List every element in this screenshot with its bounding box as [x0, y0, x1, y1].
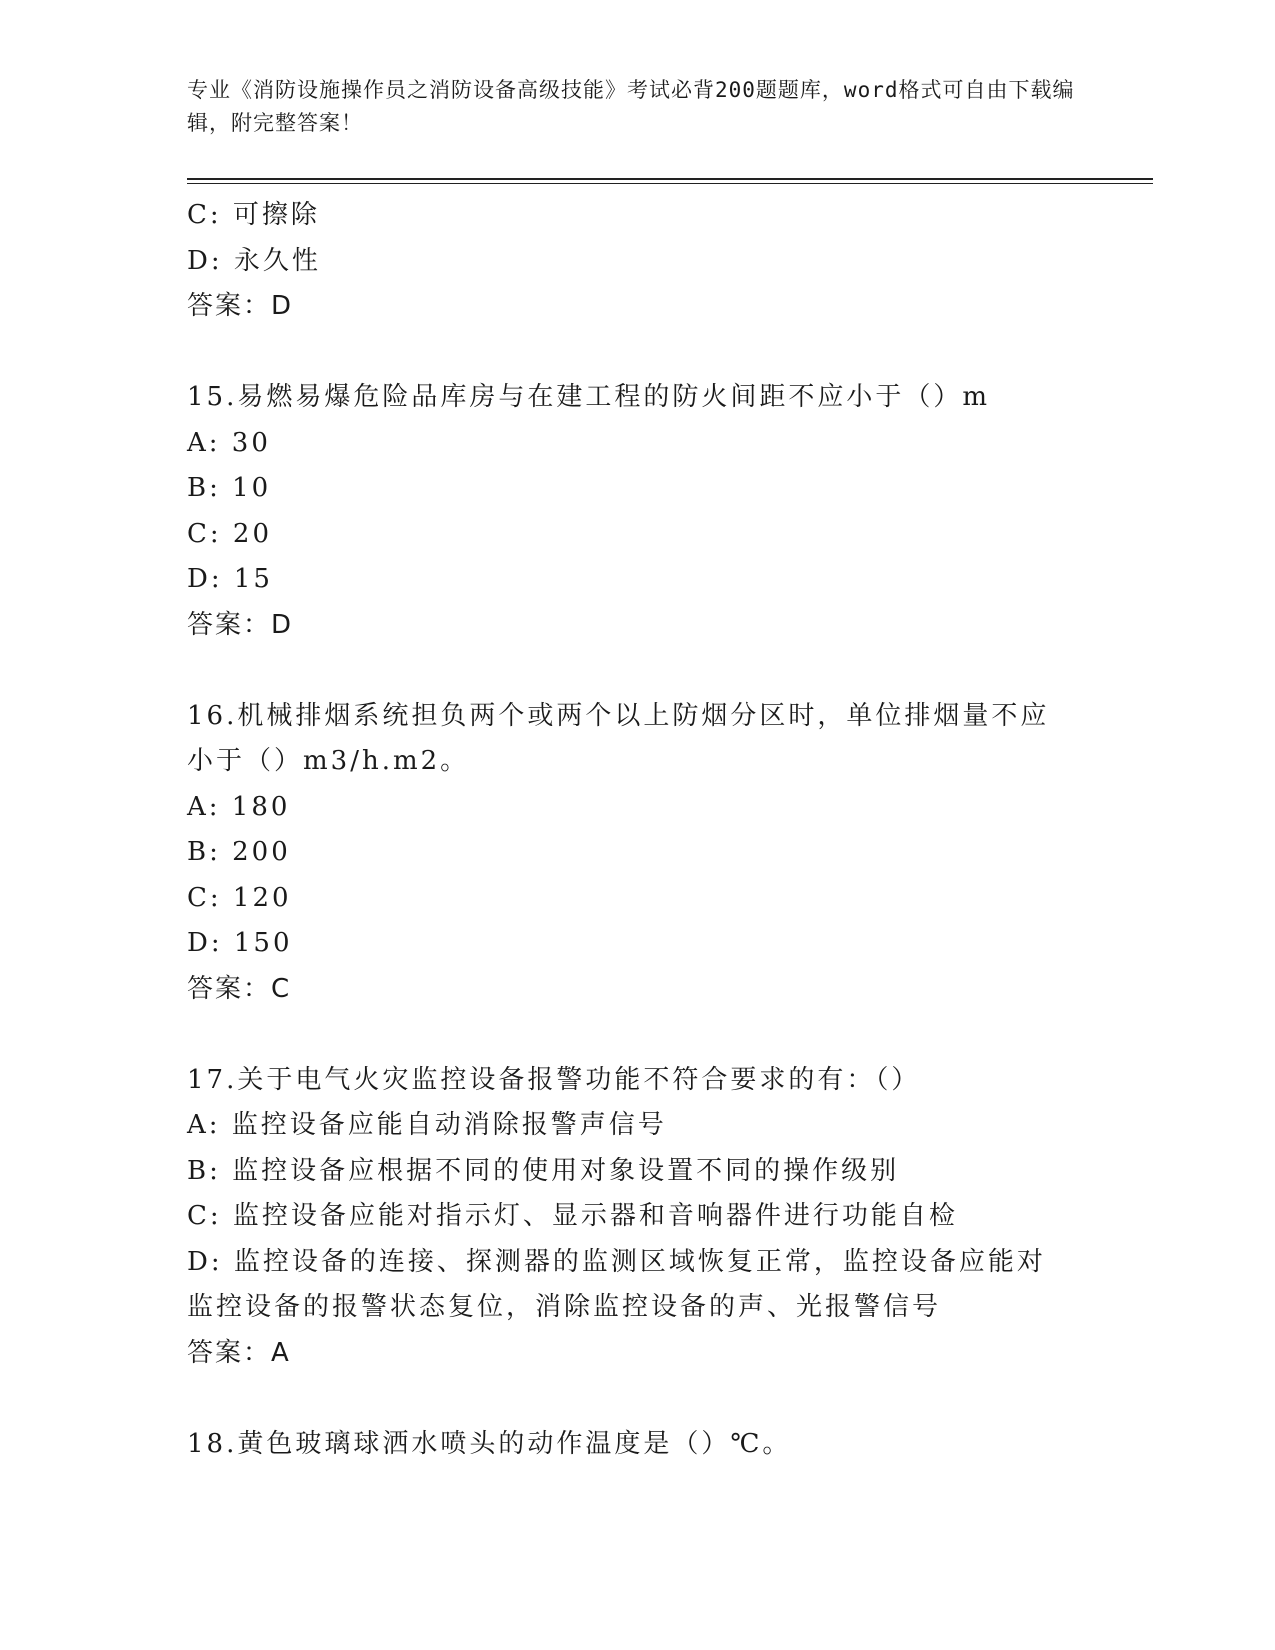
answer-line: 答案：C — [187, 973, 292, 1004]
answer-line: 答案：A — [187, 1337, 291, 1368]
option-text: D: 永久性 — [187, 245, 321, 276]
option-text: A: 180 — [187, 791, 291, 822]
option-text: A: 监控设备应能自动消除报警声信号 — [187, 1110, 667, 1140]
option-text: C: 监控设备应能对指示灯、显示器和音响器件进行功能自检 — [187, 1201, 958, 1231]
option-text: B: 200 — [187, 837, 291, 867]
answer-line: 答案：D — [187, 291, 294, 321]
option-text: B: 10 — [187, 473, 272, 503]
block-gap — [187, 330, 1087, 376]
answer-line: 答案：D — [187, 609, 294, 640]
option-text: D: 15 — [187, 564, 273, 594]
block-gap — [187, 1376, 1087, 1422]
option-text: B: 监控设备应根据不同的使用对象设置不同的操作级别 — [187, 1155, 900, 1186]
option-text: C: 可擦除 — [187, 200, 320, 230]
option-text: D: 监控设备的连接、探测器的监测区域恢复正常，监控设备应能对监控设备的报警状态复位，消除监控设备的声、光报警信号 — [187, 1246, 1046, 1322]
question-text: 15.易燃易爆危险品库房与在建工程的防火间距不应小于（）m — [187, 382, 991, 412]
question-text: 16.机械排烟系统担负两个或两个以上防烟分区时，单位排烟量不应小于（）m3/h.m2。 — [187, 700, 1050, 776]
option-text: C: 20 — [187, 518, 273, 549]
question-text: 18.黄色玻璃球洒水喷头的动作温度是（）℃。 — [187, 1428, 792, 1459]
question-content — [187, 193, 1087, 1467]
block-gap — [187, 648, 1087, 694]
option-text: C: 120 — [187, 882, 292, 913]
block-gap — [187, 1012, 1087, 1058]
option-text: D: 150 — [187, 928, 293, 958]
option-text: A: 30 — [187, 427, 271, 458]
document-header: 专业《消防设施操作员之消防设备高级技能》考试必背200题题库，word格式可自由下载编辑，附完整答案！ — [187, 78, 1075, 135]
header-rule-thin — [187, 183, 1153, 184]
question-text: 17.关于电气火灾监控设备报警功能不符合要求的有：（） — [187, 1064, 921, 1095]
header-rule-thick — [187, 178, 1153, 180]
